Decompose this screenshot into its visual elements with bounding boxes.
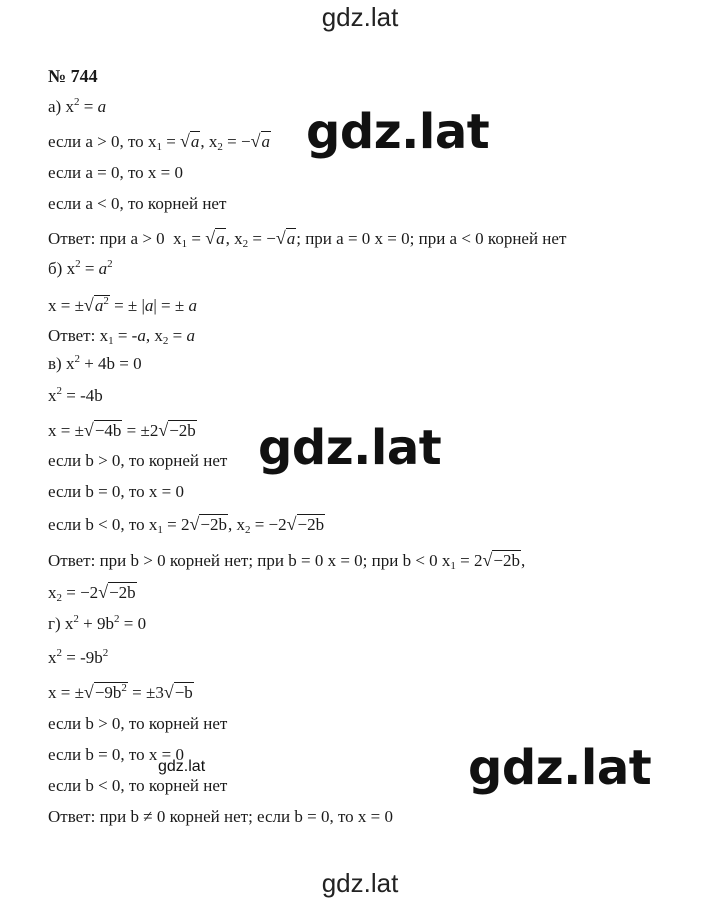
part-a-answer: Ответ: при a > 0 $x_1 = √a$, $x_2 = -√a$; при a = 0 x = 0; при a < 0 корней нет (48, 228, 567, 250)
problem-number: № 744 (48, 66, 98, 86)
part-a-case-positive: если a > 0, то $x_1 = √a$, $x_2 = -√a$ (48, 131, 270, 153)
part-v-answer: Ответ: при b > 0 корней нет; при b = 0 x = 0; при b < 0 $x_1 = 2√-2b$, (48, 550, 526, 572)
part-b-answer: Ответ: $x_1 = -a$, $x_2 = a$ (48, 326, 195, 347)
part-v-answer-prefix: Ответ: при b > 0 корней нет; при b = 0 x = 0; при b < 0 (48, 551, 438, 570)
part-v-case-negative: если b < 0, то $x_1 = 2√-2b$, $x_2 = -2√-2b$ (48, 514, 325, 536)
part-b-label: б) (48, 259, 63, 278)
part-g-solution: $x = \pm√-9b^2 = \pm 3√-b$ (48, 682, 193, 702)
watermark-top: gdz.lat (321, 2, 399, 32)
part-v-solution: x = ±√−4b = ±2√−2b (48, 420, 196, 440)
part-a-case-positive-text: если a > 0, то (48, 132, 144, 151)
part-a-equation: а) $x^2 = a$ (48, 96, 107, 116)
watermark-large-2: gdz.lat (258, 420, 442, 476)
part-v-case-negative-text: если b < 0, то (48, 515, 145, 534)
part-v-answer-cont: $x_2 = -2√-2b$ (48, 582, 136, 604)
part-v-label: в) (48, 354, 62, 373)
watermark-large-3: gdz.lat (468, 740, 652, 796)
part-v-case-zero: если b = 0, то x = 0 (48, 482, 184, 501)
part-g-case-negative: если b < 0, то корней нет (48, 776, 228, 795)
part-v-step: $x^2 = -4b$ (48, 385, 103, 405)
part-g-case-zero: если b = 0, то x = 0 (48, 745, 184, 764)
part-a-answer-rest: ; при a = 0 x = 0; при a < 0 корней нет (296, 229, 567, 248)
part-v-case-positive: если b > 0, то корней нет (48, 451, 228, 470)
watermark-large-1: gdz.lat (306, 104, 490, 160)
part-g-equation: г) $x^2 + 9b^2 = 0$ (48, 613, 147, 633)
part-b-solution: $x = \pm√a^2$ = ± |a| = ± a (48, 295, 197, 315)
part-g-step: $x^2 = -9b^2$ (48, 647, 109, 667)
part-a-label: а) (48, 97, 62, 116)
watermark-bottom: gdz.lat (321, 868, 399, 898)
part-a-case-zero: если a = 0, то x = 0 (48, 163, 184, 182)
part-g-answer: Ответ: при b ≠ 0 корней нет; если b = 0, то x = 0 (48, 807, 394, 826)
part-a-answer-prefix: Ответ: при a > 0 (48, 229, 165, 248)
part-g-case-positive: если b > 0, то корней нет (48, 714, 228, 733)
part-g-label: г) (48, 614, 61, 633)
part-b-equation: б) $x^2 = a^2$ (48, 258, 113, 278)
watermark-small: gdz.lat (158, 758, 206, 775)
part-a-case-negative: если a < 0, то корней нет (48, 194, 227, 213)
part-v-equation: в) $x^2 + 4b = 0$ (48, 353, 142, 373)
part-b-answer-prefix: Ответ: (48, 326, 96, 345)
